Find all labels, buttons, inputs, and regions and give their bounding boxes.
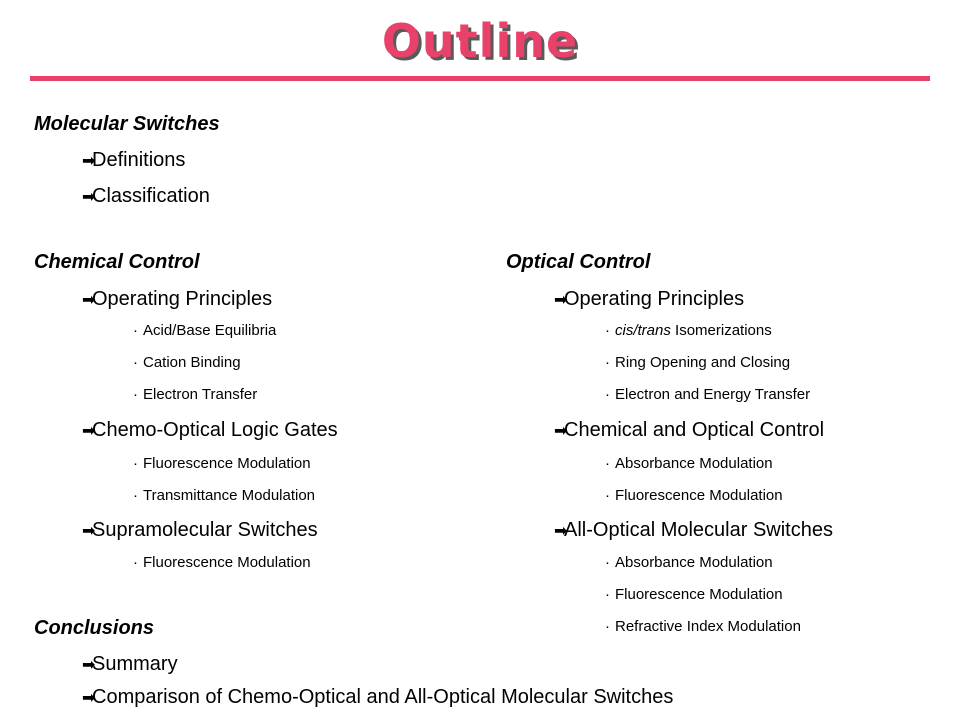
arrow-bullet-icon: ➡ xyxy=(554,292,568,309)
arrow-bullet-icon: ➡ xyxy=(554,423,568,440)
dot-bullet-icon: · xyxy=(133,487,138,504)
dot-bullet-icon: · xyxy=(133,554,138,571)
list-item: ➡Definitions xyxy=(82,149,186,171)
sub-list-item: · Fluorescence Modulation xyxy=(605,487,783,504)
list-item: ➡Chemical and Optical Control xyxy=(554,419,825,441)
sub-list-item: · Cation Binding xyxy=(133,354,241,371)
heading-conclusions: Conclusions xyxy=(34,617,155,639)
dot-bullet-icon: · xyxy=(605,354,610,371)
dot-bullet-icon: · xyxy=(605,386,610,403)
list-item: ➡Comparison of Chemo-Optical and All-Optical Molecular Switches xyxy=(82,686,674,708)
list-item: ➡Supramolecular Switches xyxy=(82,519,318,541)
list-item: ➡Operating Principles xyxy=(554,288,745,310)
arrow-bullet-icon: ➡ xyxy=(82,523,96,540)
sub-list-item: · Electron Transfer xyxy=(133,386,258,403)
title-underline xyxy=(30,76,930,81)
sub-list-item: · Acid/Base Equilibria xyxy=(133,322,277,339)
dot-bullet-icon: · xyxy=(133,386,138,403)
dot-bullet-icon: · xyxy=(605,586,610,603)
sub-list-item: · Fluorescence Modulation xyxy=(133,554,311,571)
dot-bullet-icon: · xyxy=(605,455,610,472)
heading-chemical-control: Chemical Control xyxy=(34,251,200,273)
dot-bullet-icon: · xyxy=(605,618,610,635)
sub-list-item: · Electron and Energy Transfer xyxy=(605,386,811,403)
sub-list-item: · Fluorescence Modulation xyxy=(605,586,783,603)
heading-molecular-switches: Molecular Switches xyxy=(34,113,220,135)
dot-bullet-icon: · xyxy=(605,487,610,504)
arrow-bullet-icon: ➡ xyxy=(82,657,96,674)
dot-bullet-icon: · xyxy=(605,322,610,339)
sub-list-item: · Ring Opening and Closing xyxy=(605,354,791,371)
arrow-bullet-icon: ➡ xyxy=(82,189,96,206)
arrow-bullet-icon: ➡ xyxy=(82,423,96,440)
dot-bullet-icon: · xyxy=(133,455,138,472)
heading-optical-control: Optical Control xyxy=(506,251,651,273)
sub-list-item: · Absorbance Modulation xyxy=(605,455,773,472)
arrow-bullet-icon: ➡ xyxy=(554,523,568,540)
dot-bullet-icon: · xyxy=(605,554,610,571)
sub-list-item: · Fluorescence Modulation xyxy=(133,455,311,472)
arrow-bullet-icon: ➡ xyxy=(82,292,96,309)
list-item: ➡Operating Principles xyxy=(82,288,273,310)
dot-bullet-icon: · xyxy=(133,354,138,371)
dot-bullet-icon: · xyxy=(133,322,138,339)
list-item: ➡Summary xyxy=(82,653,178,675)
sub-list-item: · cis/trans Isomerizations xyxy=(605,322,772,339)
arrow-bullet-icon: ➡ xyxy=(82,690,96,707)
sub-list-item: · Refractive Index Modulation xyxy=(605,618,801,635)
slide-title: Outline xyxy=(381,14,579,68)
list-item: ➡All-Optical Molecular Switches xyxy=(554,519,833,541)
list-item: ➡Chemo-Optical Logic Gates xyxy=(82,419,338,441)
sub-list-item: · Transmittance Modulation xyxy=(133,487,316,504)
sub-list-item: · Absorbance Modulation xyxy=(605,554,773,571)
arrow-bullet-icon: ➡ xyxy=(82,153,96,170)
list-item: ➡Classification xyxy=(82,185,210,207)
